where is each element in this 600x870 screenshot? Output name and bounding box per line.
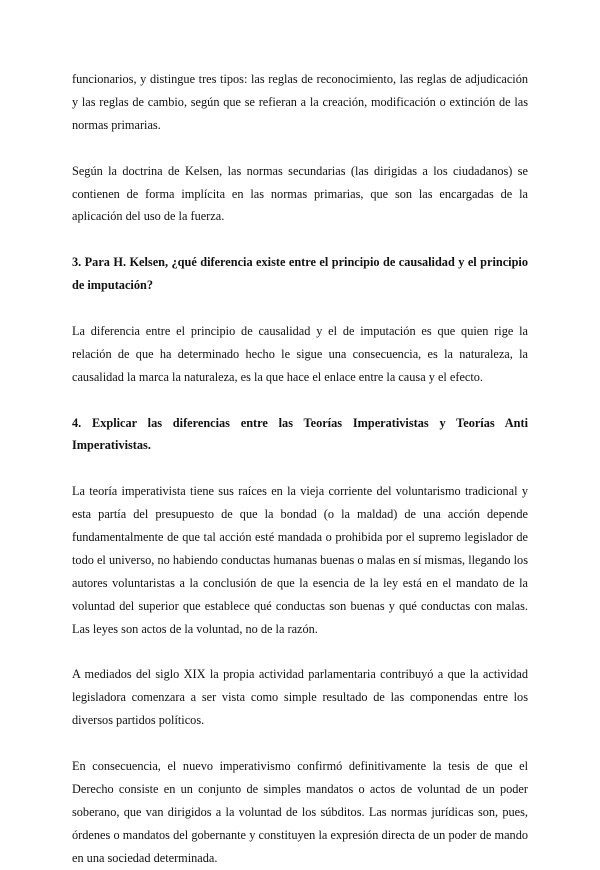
spacer (72, 228, 528, 251)
paragraph-secondary-rules-types: funcionarios, y distingue tres tipos: las reglas de reconocimiento, las reglas de adjudicación y las reglas de cambio, según que se refieran a la creación, modificación o extinción de las normas primarias. (72, 72, 528, 132)
spacer (72, 641, 528, 664)
spacer (72, 297, 528, 320)
spacer (72, 732, 528, 755)
answer-3-paragraph: La diferencia entre el principio de causalidad y el de imputación es que quien rige la relación de que ha determinado hecho le sigue una consecuencia, es la naturaleza, la causalidad la marca la naturaleza, es la que hace el enlace entre la causa y el efecto. (72, 323, 528, 384)
spacer (72, 389, 528, 412)
answer-4-paragraph-2: A mediados del siglo XIX la propia actividad parlamentaria contribuyó a que la actividad legisladora comenzara a ser vista como simple resultado de las componendas entre los diversos partidos políticos. (72, 667, 528, 728)
answer-4-paragraph-3: En consecuencia, el nuevo imperativismo confirmó definitivamente la tesis de que el Derecho consiste en un conjunto de simples mandatos o actos de voluntad de un poder soberano, que van dirigidos a la voluntad de los súbditos. Las normas jurídicas son, pues, órdenes o mandatos del gobernante y constituyen la expresión directa de un poder de mando en una sociedad determinada. (72, 759, 528, 865)
question-3-heading: 3. Para H. Kelsen, ¿qué diferencia existe entre el principio de causalidad y el principio de imputación? (72, 255, 528, 293)
spacer (72, 457, 528, 480)
paragraph-kelsen-doctrine: Según la doctrina de Kelsen, las normas secundarias (las dirigidas a los ciudadanos) se contienen de forma implícita en las normas primarias, que son las encargadas de la aplicación del uso de la fuerza. (72, 163, 528, 224)
question-4-heading: 4. Explicar las diferencias entre las Teorías Imperativistas y Teorías Anti Imperativistas. (72, 415, 528, 453)
spacer (72, 137, 528, 160)
answer-4-paragraph-1: La teoría imperativista tiene sus raíces en la vieja corriente del voluntarismo tradicional y esta partía del presupuesto de que la bondad (o la maldad) de una acción depende fundamentalmente de que tal acción esté mandada o prohibida por el supremo legislador de todo el universo, no habiendo conductas humanas buenas o malas en sí mismas, llegando los autores voluntaristas a la conclusión de que la esencia de la ley está en el mandato de la voluntad del superior que establece qué conductas son buenas y qué conductas con malas. Las leyes son actos de la voluntad, no de la razón. (72, 484, 528, 636)
